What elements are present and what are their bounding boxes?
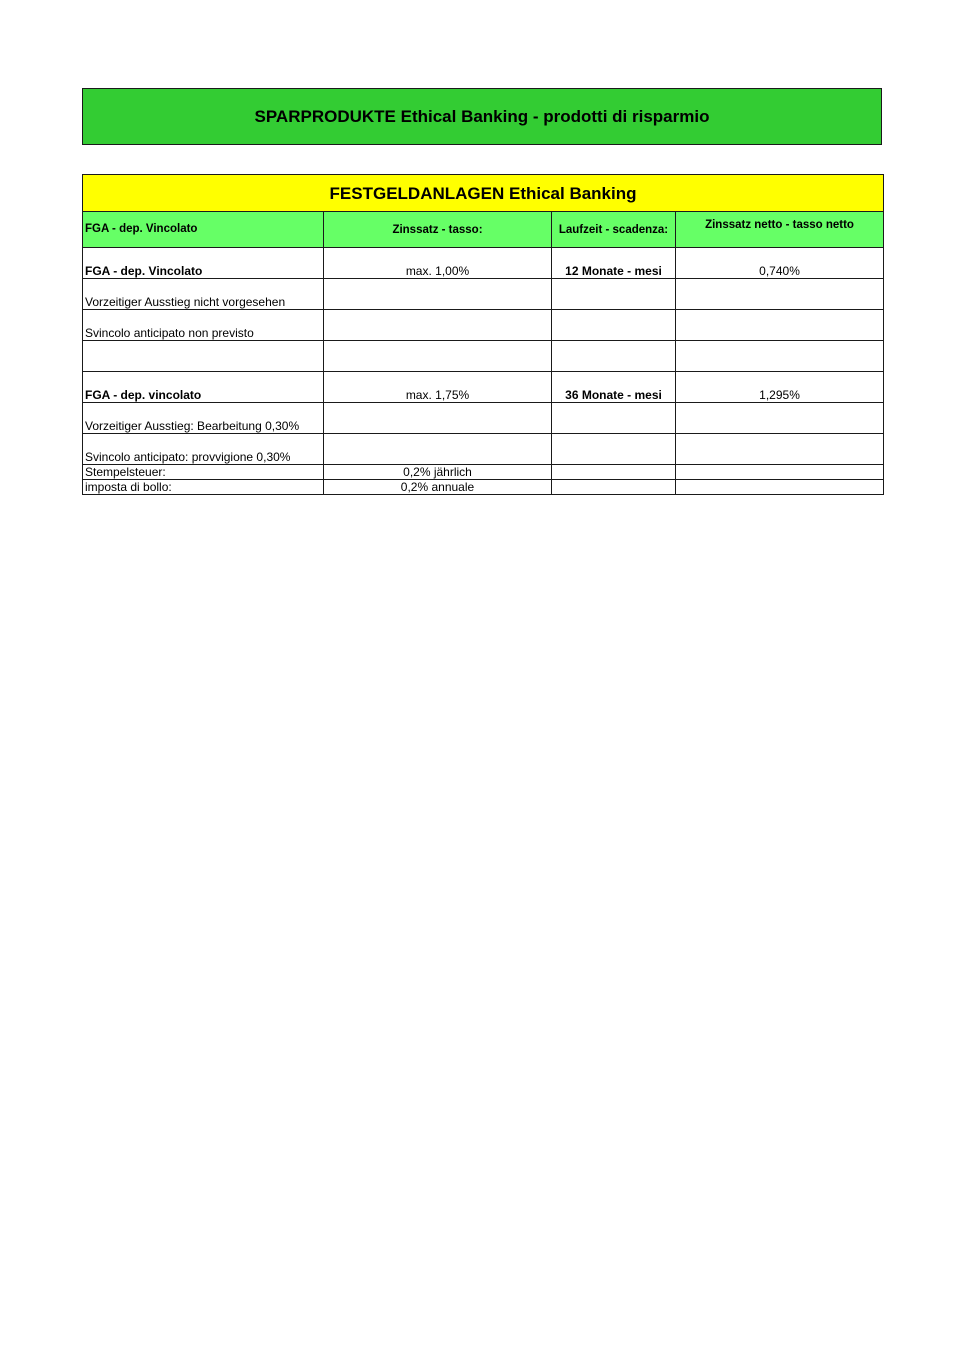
row-net-rate: 1,295% — [676, 372, 884, 403]
header-net-rate: Zinssatz netto - tasso netto — [676, 212, 884, 248]
row-term — [552, 403, 676, 434]
row-term — [552, 434, 676, 465]
table-row — [83, 434, 884, 465]
row-net-rate — [676, 465, 884, 480]
table-row — [83, 248, 884, 279]
row-net-rate — [676, 341, 884, 372]
table-row — [83, 310, 884, 341]
row-rate — [324, 310, 552, 341]
row-label: Svincolo anticipato: provvigione 0,30% — [83, 434, 324, 465]
row-term — [552, 279, 676, 310]
row-net-rate — [676, 480, 884, 495]
row-rate: max. 1,00% — [324, 248, 552, 279]
section-title-row — [83, 175, 884, 212]
row-net-rate — [676, 310, 884, 341]
row-net-rate — [676, 434, 884, 465]
row-term — [552, 341, 676, 372]
row-label: Stempelsteuer: — [83, 465, 324, 480]
row-rate — [324, 403, 552, 434]
row-net-rate: 0,740% — [676, 248, 884, 279]
table-row — [83, 341, 884, 372]
row-rate: 0,2% jährlich — [324, 465, 552, 480]
row-rate: 0,2% annuale — [324, 480, 552, 495]
row-rate — [324, 434, 552, 465]
row-term — [552, 480, 676, 495]
row-term: 12 Monate - mesi — [552, 248, 676, 279]
table-row — [83, 480, 884, 495]
header-term: Laufzeit - scadenza: — [552, 212, 676, 248]
row-net-rate — [676, 403, 884, 434]
table-header-row — [83, 212, 884, 248]
row-label: Svincolo anticipato non previsto — [83, 310, 324, 341]
row-rate — [324, 279, 552, 310]
table-row — [83, 279, 884, 310]
section-title: FESTGELDANLAGEN Ethical Banking — [83, 175, 884, 212]
table-row — [83, 465, 884, 480]
table-row — [83, 403, 884, 434]
table-row — [83, 372, 884, 403]
page-title: SPARPRODUKTE Ethical Banking - prodotti di risparmio — [82, 88, 882, 145]
row-label: FGA - dep. vincolato — [83, 372, 324, 403]
header-product: FGA - dep. Vincolato — [83, 212, 324, 248]
row-label: Vorzeitiger Ausstieg: Bearbeitung 0,30% — [83, 403, 324, 434]
row-label — [83, 341, 324, 372]
header-rate: Zinssatz - tasso: — [324, 212, 552, 248]
row-term — [552, 465, 676, 480]
row-net-rate — [676, 279, 884, 310]
row-label: FGA - dep. Vincolato — [83, 248, 324, 279]
row-label: imposta di bollo: — [83, 480, 324, 495]
row-rate: max. 1,75% — [324, 372, 552, 403]
row-term: 36 Monate - mesi — [552, 372, 676, 403]
row-rate — [324, 341, 552, 372]
row-label: Vorzeitiger Ausstieg nicht vorgesehen — [83, 279, 324, 310]
row-term — [552, 310, 676, 341]
fixed-deposit-table — [82, 174, 884, 495]
